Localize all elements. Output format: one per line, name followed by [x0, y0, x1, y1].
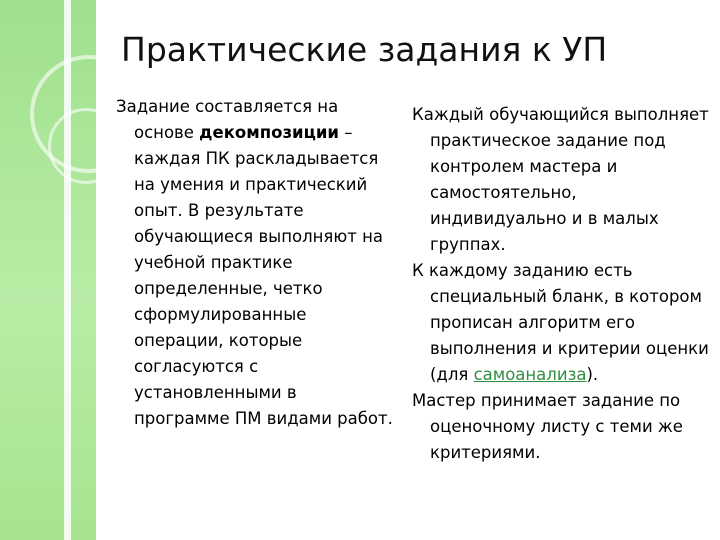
slide-title: Практические задания к УП: [121, 30, 608, 69]
right-p2-text-start: К каждому заданию есть специальный бланк, в котором прописан алгоритм его выполнения и критерии оценки (для: [412, 261, 709, 384]
bold-term: декомпозиции: [199, 123, 339, 142]
decorative-sidebar: [0, 0, 96, 540]
right-p2-text-end: ).: [586, 365, 599, 384]
right-paragraph-2: [412, 258, 712, 388]
left-text-end: – каждая ПК раскладывается на умения и практический опыт. В результате обучающиеся выполняют на учебной практике определенные, четко сформулированные операции, которые согласуются с установленными в программе ПМ видами работ.: [134, 123, 393, 428]
left-column: [116, 94, 396, 432]
left-paragraph: [116, 94, 396, 432]
left-text-start: Задание составляется на основе: [116, 97, 339, 142]
right-paragraph-1: Каждый обучающийся выполняет практическое задание под контролем мастера и самостоятельно, индивидуально и в малых группах.: [412, 105, 709, 254]
right-paragraph-3: Мастер принимает задание по оценочному листу с теми же критериями.: [412, 391, 683, 462]
self-analysis-link[interactable]: самоанализа: [473, 365, 587, 384]
right-column: [412, 94, 712, 466]
